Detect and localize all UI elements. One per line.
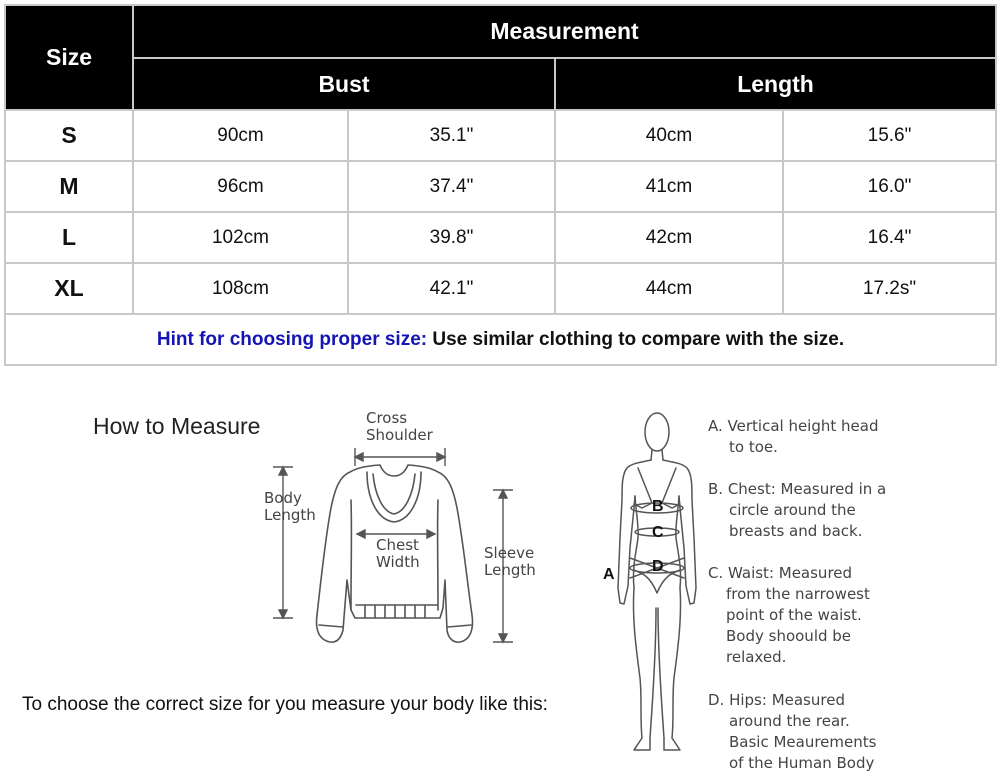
length-in-cell: 15.6" [783, 110, 996, 161]
hint-cell [5, 314, 996, 365]
body-diagram [612, 408, 702, 758]
bust-cm-cell: 96cm [133, 161, 348, 212]
size-cell: XL [5, 263, 133, 314]
length-cm-cell: 41cm [555, 161, 783, 212]
size-column-header: Size [5, 5, 133, 110]
legend-item-a: A. Vertical height head to toe. [708, 417, 879, 456]
length-cm-cell: 40cm [555, 110, 783, 161]
choose-size-instruction: To choose the correct size for you measure your body like this: [22, 694, 548, 715]
length-cm-cell: 44cm [555, 263, 783, 314]
sleeve-length-label: Sleeve Length [484, 544, 536, 579]
table-row [5, 110, 996, 161]
size-cell: S [5, 110, 133, 161]
body-point-a: A [603, 566, 615, 583]
table-header-row-1 [5, 5, 996, 58]
length-in-cell: 16.4" [783, 212, 996, 263]
table-row [5, 161, 996, 212]
body-length-label: Body Length [264, 489, 316, 524]
bust-in-cell: 39.8" [348, 212, 555, 263]
bust-in-cell: 37.4" [348, 161, 555, 212]
bust-header: Bust [133, 58, 555, 110]
length-cm-cell: 42cm [555, 212, 783, 263]
hint-text: Use similar clothing to compare with the size. [432, 328, 845, 350]
length-header: Length [555, 58, 996, 110]
bust-in-cell: 42.1" [348, 263, 555, 314]
size-chart-table [4, 4, 997, 366]
length-in-cell: 16.0" [783, 161, 996, 212]
size-cell: L [5, 212, 133, 263]
legend-item-d: D. Hips: Measured around the rear. Basic Meaurements of the Human Body [708, 691, 877, 772]
table-header-row-2 [5, 58, 996, 110]
how-to-measure-title: How to Measure [93, 413, 261, 439]
bust-cm-cell: 108cm [133, 263, 348, 314]
legend-item-b: B. Chest: Measured in a circle around the breasts and back. [708, 480, 887, 540]
body-point-d: D [652, 558, 664, 575]
bust-in-cell: 35.1" [348, 110, 555, 161]
hint-label: Hint for choosing proper size: [156, 328, 428, 350]
hint-row [5, 314, 996, 365]
cross-shoulder-label: Cross Shoulder [366, 409, 433, 444]
length-in-cell: 17.2s" [783, 263, 996, 314]
body-point-b: B [652, 498, 664, 515]
size-cell: M [5, 161, 133, 212]
body-point-c: C [652, 524, 664, 541]
table-row [5, 263, 996, 314]
bust-cm-cell: 90cm [133, 110, 348, 161]
chest-width-label: Chest Width [376, 536, 420, 571]
table-row [5, 212, 996, 263]
measurement-header: Measurement [133, 5, 996, 58]
bust-cm-cell: 102cm [133, 212, 348, 263]
legend-item-c: C. Waist: Measured from the narrowest point of the waist. Body shoould be relaxed. [708, 564, 870, 666]
